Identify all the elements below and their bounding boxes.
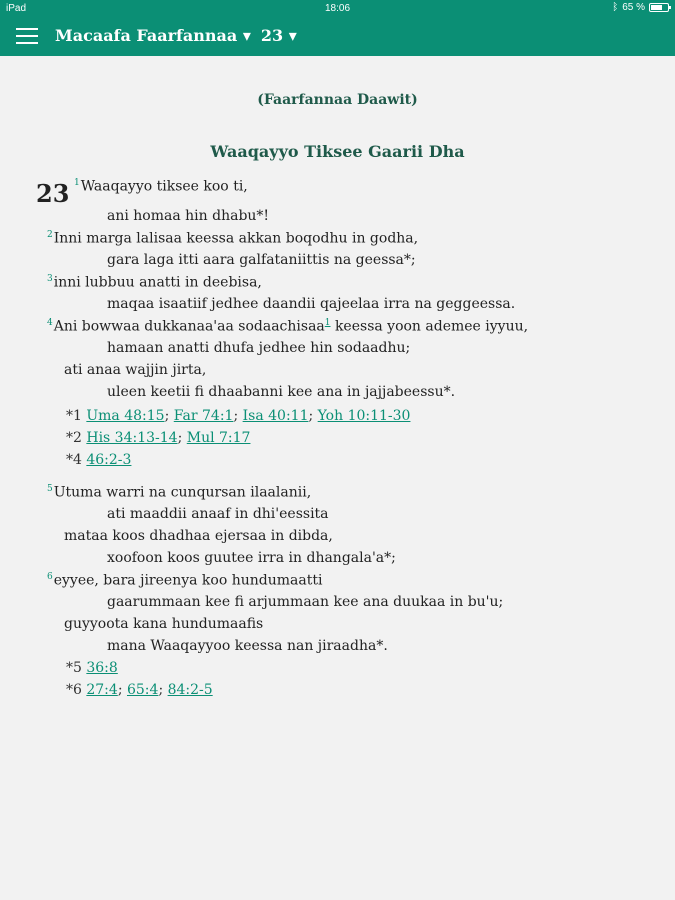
xref-label: *6: [66, 682, 87, 698]
verse-text: ati maaddii anaaf in dhi'eessita: [107, 506, 329, 522]
battery-icon: [649, 3, 669, 12]
xref-link[interactable]: 27:4: [86, 682, 118, 698]
verse-number: 2: [47, 230, 53, 240]
battery-percent: 65 %: [622, 2, 645, 13]
verse-text: Inni marga lalisaa keessa akkan boqodhu in godha,: [53, 230, 419, 247]
xref-link[interactable]: His 34:13-14: [86, 430, 178, 446]
verse-text: Utuma warri na cunqursan ilaalanii,: [53, 484, 312, 501]
verse-number: 6: [47, 572, 53, 582]
chapter-selector[interactable]: 23 ▾: [260, 26, 297, 45]
verse-text: Ani bowwaa dukkanaa'aa sodaachisaa: [53, 318, 325, 335]
status-bar: [0, 0, 675, 18]
verse-text: mataa koos dhadhaa ejersaa in dibda,: [64, 528, 333, 544]
verse-line[interactable]: [64, 528, 333, 544]
verse-text: gaarummaan kee fi arjummaan kee ana duukaa in bu'u;: [107, 594, 504, 610]
book-selector[interactable]: Macaafa Faarfannaa ▾: [55, 26, 251, 45]
verse-text: keessa yoon ademee iyyuu,: [330, 318, 529, 335]
verse-6[interactable]: [47, 572, 322, 589]
battery-indicator: [612, 2, 669, 13]
verse-text: inni lubbuu anatti in deebisa,: [53, 274, 262, 291]
verse-line[interactable]: [107, 296, 515, 312]
verse-text: mana Waaqayyoo keessa nan jiraadha*.: [107, 638, 388, 654]
verse-text: eyyee, bara jireenya koo hundumaatti: [53, 572, 323, 589]
verse-text: hamaan anatti dhufa jedhee hin sodaadhu;: [107, 340, 411, 356]
xref-link[interactable]: 36:8: [86, 660, 118, 676]
verse-number: 3: [47, 274, 53, 284]
xref-link[interactable]: Isa 40:11: [242, 408, 309, 424]
verse-text: uleen keetii fi dhaabanni kee ana in jajjabeessu*.: [107, 384, 456, 400]
verse-text: guyyoota kana hundumaafis: [64, 616, 264, 632]
verse-1[interactable]: [74, 178, 248, 195]
verse-line[interactable]: [107, 550, 396, 566]
xref-link[interactable]: 84:2-5: [167, 682, 213, 698]
app-toolbar: [0, 18, 675, 56]
cross-reference: [66, 660, 118, 676]
xref-link[interactable]: Far 74:1: [173, 408, 234, 424]
verse-number: 4: [47, 318, 53, 328]
xref-label: *5: [66, 660, 87, 676]
battery-level: [651, 5, 662, 10]
xref-link[interactable]: Mul 7:17: [186, 430, 251, 446]
verse-text: Waaqayyo tiksee koo ti,: [80, 178, 248, 195]
verse-number: 1: [74, 178, 80, 188]
section-heading: Waaqayyo Tiksee Gaarii Dha: [210, 142, 465, 161]
xref-link[interactable]: 65:4: [126, 682, 159, 698]
verse-line[interactable]: [64, 616, 263, 632]
cross-reference: *2 His 34:13-14; Mul 7:17: [66, 430, 251, 446]
verse-2[interactable]: [47, 230, 418, 247]
xref-link[interactable]: Uma 48:15: [86, 408, 165, 424]
xref-link[interactable]: Yoh 10:11-30: [317, 408, 411, 424]
verse-line[interactable]: [107, 506, 329, 522]
cross-reference: *1 Uma 48:15; Far 74:1; Isa 40:11; Yoh 10:11-30: [66, 408, 411, 424]
verse-line[interactable]: [107, 384, 455, 400]
hamburger-menu-icon[interactable]: [16, 28, 38, 46]
xref-label: *1: [66, 408, 87, 424]
xref-label: *2: [66, 430, 87, 446]
bluetooth-icon: ᛒ: [612, 2, 619, 13]
verse-text: maqaa isaatiif jedhee daandii qajeelaa irra na geggeessa.: [107, 296, 516, 312]
verse-text: ati anaa wajjin jirta,: [64, 362, 207, 378]
verse-line[interactable]: [107, 638, 388, 654]
footnote-link[interactable]: 1: [324, 318, 331, 328]
verse-line[interactable]: [107, 252, 416, 268]
verse-5[interactable]: [47, 484, 311, 501]
device-name: iPad: [6, 3, 27, 14]
verse-text: ani homaa hin dhabu*!: [107, 208, 270, 224]
psalm-superscription: (Faarfannaa Daawit): [257, 92, 418, 108]
verse-line[interactable]: [64, 362, 206, 378]
verse-line[interactable]: [107, 594, 503, 610]
verse-number: 5: [47, 484, 53, 494]
chapter-number: 23: [36, 179, 70, 208]
cross-reference: *6 27:4; 65:4; 84:2-5: [66, 682, 213, 698]
status-time: 18:06: [324, 3, 351, 14]
verse-4[interactable]: [47, 318, 528, 335]
cross-reference: [66, 452, 131, 468]
verse-text: gara laga itti aara galfataniittis na geessa*;: [107, 252, 416, 268]
verse-line[interactable]: [107, 208, 269, 224]
xref-link[interactable]: 46:2-3: [86, 452, 132, 468]
xref-label: *4: [66, 452, 87, 468]
verse-text: xoofoon koos guutee irra in dhangala'a*;: [107, 550, 396, 566]
verse-3[interactable]: [47, 274, 262, 291]
verse-line[interactable]: [107, 340, 410, 356]
